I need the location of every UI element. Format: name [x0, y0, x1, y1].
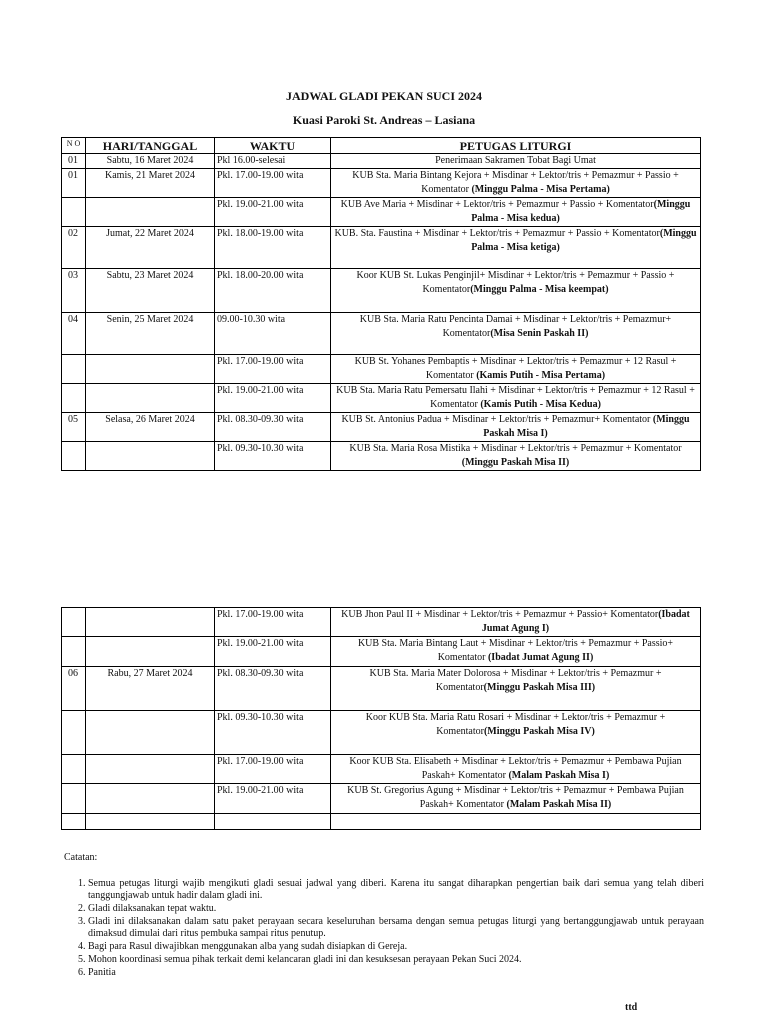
cell-time: Pkl. 19.00-21.00 wita [215, 784, 331, 814]
cell-time: Pkl. 18.00-19.00 wita [215, 227, 331, 269]
cell-date [86, 198, 215, 227]
cell-date: Jumat, 22 Maret 2024 [86, 227, 215, 269]
cell-date [86, 355, 215, 384]
mass-label: (Malam Paskah Misa I) [508, 770, 610, 781]
schedule-table-1 [61, 137, 701, 471]
cell-time: Pkl. 17.00-19.00 wita [215, 755, 331, 784]
cell-time: Pkl. 19.00-21.00 wita [215, 198, 331, 227]
mass-label: (Malam Paskah Misa II) [506, 799, 612, 810]
table-row [62, 413, 701, 442]
header-petugas: PETUGAS LITURGI [331, 138, 701, 154]
petugas-text: KUB St. Yohanes Pembaptis + Misdinar + Lektor/tris + Pemazmur + 12 Rasul + Komentator [354, 356, 677, 381]
mass-label: (Ibadat Jumat Agung II) [487, 652, 594, 663]
cell-no [62, 355, 86, 384]
cell-time: Pkl. 18.00-20.00 wita [215, 269, 331, 313]
table-row [62, 355, 701, 384]
cell-petugas [331, 313, 701, 355]
petugas-text: KUB Sta. Maria Bintang Kejora + Misdinar + Lektor/tris + Pemazmur + Passio + Komentator [352, 170, 679, 195]
mass-label: (Minggu Palma - Misa keempat) [470, 284, 609, 295]
cell-no [62, 384, 86, 413]
table-row [62, 384, 701, 413]
cell-petugas [331, 637, 701, 667]
mass-label: (Minggu Paskah Misa I) [483, 414, 690, 439]
mass-label: (Misa Senin Paskah II) [490, 328, 589, 339]
signature-ttd: ttd [625, 1002, 638, 1013]
cell-no: 05 [62, 413, 86, 442]
table-row [62, 154, 701, 169]
cell-petugas [331, 269, 701, 313]
table-row [62, 814, 701, 830]
cell-petugas [331, 154, 701, 169]
petugas-text: KUB Ave Maria + Misdinar + Lektor/tris + Pemazmur + Passio + Komentator [340, 199, 654, 210]
cell-petugas [331, 608, 701, 637]
table-row [62, 269, 701, 313]
note-item: 3. Gladi ini dilaksanakan dalam satu paket perayaan secara keseluruhan bersama dengan semua petugas liturgi yang bertanggungjawab untuk perayaan dimaksud dimulai dari ritus pembuka sampai ritus penutup. [88, 916, 704, 940]
cell-date [86, 814, 215, 830]
petugas-text: Koor KUB Sta. Maria Ratu Rosari + Misdinar + Lektor/tris + Pemazmur + Komentator [365, 712, 666, 737]
document-title: JADWAL GLADI PEKAN SUCI 2024 [285, 89, 483, 103]
cell-date [86, 384, 215, 413]
cell-time: Pkl. 08.30-09.30 wita [215, 413, 331, 442]
mass-label: (Kamis Putih - Misa Kedua) [480, 399, 601, 410]
mass-label: (Ibadat Jumat Agung I) [481, 609, 690, 634]
petugas-text: KUB Sta. Maria Bintang Laut + Misdinar + Lektor/tris + Pemazmur + Passio+ Komentator [357, 638, 674, 663]
cell-petugas [331, 755, 701, 784]
petugas-text: KUB St. Antonius Padua + Misdinar + Lektor/tris + Pemazmur+ Komentator [341, 414, 653, 425]
table-row [62, 755, 701, 784]
note-item: 5. Mohon koordinasi semua pihak terkait demi kelancaran gladi ini dan kesuksesan perayaan Pekan Suci 2024. [88, 954, 704, 966]
cell-no: 01 [62, 154, 86, 169]
cell-no [62, 784, 86, 814]
petugas-text: Koor KUB St. Lukas Penginjil+ Misdinar + Lektor/tris + Pemazmur + Passio + Komentator [356, 270, 675, 295]
table-row [62, 667, 701, 711]
cell-time: Pkl 16.00-selesai [215, 154, 331, 169]
cell-no [62, 198, 86, 227]
cell-date [86, 637, 215, 667]
table-row [62, 637, 701, 667]
cell-petugas [331, 384, 701, 413]
mass-label: (Minggu Palma - Misa kedua) [471, 199, 691, 224]
schedule-table-2 [61, 607, 701, 830]
cell-petugas [331, 198, 701, 227]
table-row [62, 711, 701, 755]
cell-petugas [331, 227, 701, 269]
cell-date [86, 608, 215, 637]
cell-petugas [331, 355, 701, 384]
note-item: 6. Panitia [88, 967, 704, 979]
cell-petugas [331, 667, 701, 711]
cell-date: Sabtu, 16 Maret 2024 [86, 154, 215, 169]
cell-no: 06 [62, 667, 86, 711]
notes-section [64, 852, 704, 980]
header-hari-tanggal: HARI/TANGGAL [86, 138, 215, 154]
table-header-row [62, 138, 701, 154]
cell-date: Senin, 25 Maret 2024 [86, 313, 215, 355]
cell-no: 03 [62, 269, 86, 313]
cell-time: Pkl. 19.00-21.00 wita [215, 637, 331, 667]
table-row [62, 227, 701, 269]
cell-no [62, 755, 86, 784]
note-item: 2. Gladi dilaksanakan tepat waktu. [88, 903, 704, 915]
cell-time: Pkl. 17.00-19.00 wita [215, 355, 331, 384]
mass-label: (Minggu Paskah Misa II) [461, 457, 570, 468]
header-no: N O [62, 138, 86, 154]
petugas-text: KUB Jhon Paul II + Misdinar + Lektor/tris + Pemazmur + Passio+ Komentator [341, 609, 659, 620]
note-item: 4. Bagi para Rasul diwajibkan menggunakan alba yang sudah disiapkan di Gereja. [88, 941, 704, 953]
notes-list [64, 878, 704, 979]
cell-no [62, 442, 86, 471]
cell-date: Kamis, 21 Maret 2024 [86, 169, 215, 198]
petugas-text: KUB Sta. Maria Ratu Pemersatu Ilahi + Misdinar + Lektor/tris + Pemazmur + 12 Rasul + Komentator [336, 385, 695, 410]
cell-no: 01 [62, 169, 86, 198]
cell-no: 04 [62, 313, 86, 355]
mass-label: (Minggu Paskah Misa IV) [483, 726, 595, 737]
cell-time: Pkl. 17.00-19.00 wita [215, 169, 331, 198]
table-row [62, 442, 701, 471]
cell-date: Rabu, 27 Maret 2024 [86, 667, 215, 711]
cell-no [62, 711, 86, 755]
mass-label: (Minggu Palma - Misa ketiga) [471, 228, 697, 253]
mass-label: (Minggu Paskah Misa III) [483, 682, 596, 693]
cell-no [62, 814, 86, 830]
document-subtitle: Kuasi Paroki St. Andreas – Lasiana [292, 113, 476, 127]
mass-label: (Minggu Palma - Misa Pertama) [471, 184, 610, 195]
cell-date: Selasa, 26 Maret 2024 [86, 413, 215, 442]
table-row [62, 313, 701, 355]
cell-petugas [331, 413, 701, 442]
notes-heading: Catatan: [64, 852, 98, 863]
cell-date: Sabtu, 23 Maret 2024 [86, 269, 215, 313]
note-item: 1. Semua petugas liturgi wajib mengikuti gladi sesuai jadwal yang diberi. Karena itu sangat diharapkan pengertian baik dari semua yang telah diberi tanggungjawab untuk hadir dalam gladi ini. [88, 878, 704, 902]
cell-petugas [331, 442, 701, 471]
cell-time [215, 814, 331, 830]
cell-no [62, 608, 86, 637]
header-waktu: WAKTU [215, 138, 331, 154]
petugas-text: Koor KUB Sta. Elisabeth + Misdinar + Lektor/tris + Pemazmur + Pembawa Pujian Paskah+ Komentator [349, 756, 682, 781]
petugas-text: KUB. Sta. Faustina + Misdinar + Lektor/tris + Pemazmur + Passio + Komentator [334, 228, 660, 239]
cell-date [86, 755, 215, 784]
cell-date [86, 784, 215, 814]
cell-petugas [331, 711, 701, 755]
cell-time: Pkl. 17.00-19.00 wita [215, 608, 331, 637]
petugas-text: KUB St. Gregorius Agung + Misdinar + Lektor/tris + Pemazmur + Pembawa Pujian Paskah+ Komentator [347, 785, 684, 810]
table-row [62, 198, 701, 227]
table-row [62, 169, 701, 198]
petugas-text: Penerimaan Sakramen Tobat Bagi Umat [435, 155, 596, 166]
mass-label: (Kamis Putih - Misa Pertama) [476, 370, 606, 381]
petugas-text: KUB Sta. Maria Mater Dolorosa + Misdinar + Lektor/tris + Pemazmur + Komentator [369, 668, 662, 693]
cell-no: 02 [62, 227, 86, 269]
cell-date [86, 442, 215, 471]
cell-petugas [331, 169, 701, 198]
cell-time: Pkl. 08.30-09.30 wita [215, 667, 331, 711]
table-row [62, 784, 701, 814]
cell-time: Pkl. 09.30-10.30 wita [215, 711, 331, 755]
cell-date [86, 711, 215, 755]
cell-time: Pkl. 09.30-10.30 wita [215, 442, 331, 471]
petugas-text: KUB Sta. Maria Ratu Pencinta Damai + Misdinar + Lektor/tris + Pemazmur+ Komentator [359, 314, 672, 339]
table-row [62, 608, 701, 637]
cell-no [62, 637, 86, 667]
petugas-text: KUB Sta. Maria Rosa Mistika + Misdinar + Lektor/tris + Pemazmur + Komentator [349, 443, 682, 454]
cell-time: 09.00-10.30 wita [215, 313, 331, 355]
cell-time: Pkl. 19.00-21.00 wita [215, 384, 331, 413]
cell-petugas [331, 784, 701, 814]
cell-petugas [331, 814, 701, 830]
